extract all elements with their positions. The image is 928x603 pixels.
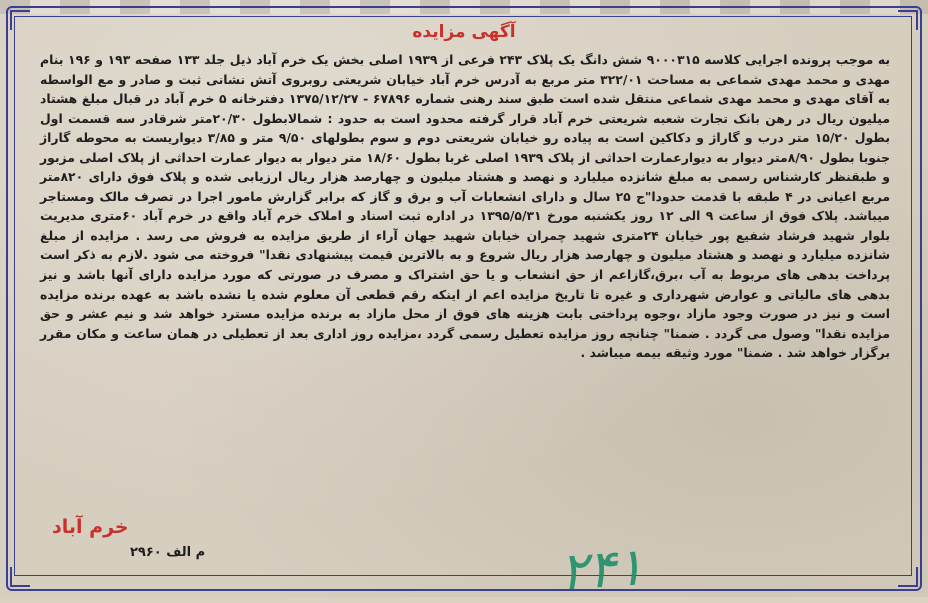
ad-body-text: به موجب پرونده اجرایی کلاسه ۹۰۰۰۳۱۵ شش دانگ یک پلاک ۲۴۳ فرعی از ۱۹۳۹ اصلی بخش یک خرم آباد ذیل جلد ۱۳۳ صفحه ۱۹۳ و ۱۹۶ بنام مهدی و محمد مهدی شماعی به مساحت ۳۲۲/۰۱ متر مربع به آدرس خرم آباد خیابان شریعتی روبروی آتش نشانی ثبت و صادر و مع الواسطه به آقای مهدی و محمد مهدی شماعی منتقل شده است طبق سند رهنی شماره ۶۷۸۹۶ - ۱۳۷۵/۱۲/۲۷ دفترخانه ۵ خرم آباد در قبال مبلغ هشتاد میلیون ریال در رهن بانک تجارت شعبه شریعتی خرم آباد قرار گرفته محدود است به حدود : شمالابطول ۲۰/۳۰متر شرقادر سه قسمت اول بطول ۱۵/۲۰ متر درب و گاراژ و دکاکین است به پیاده رو خیابان شریعتی دوم و سوم بطولهای ۹/۵۰ متر و ۳/۸۵ دیواریست به محوطه گاراژ جنوبا بطول ۸/۹۰متر دیوار به دیوارعمارت احداثی از پلاک ۱۹۳۹ اصلی غربا بطول ۱۸/۶۰ متر دیوار به دیوار عمارت احداثی از پلاک اصلی مزبور و طبقنظر کارشناس رسمی به مبلغ شانزده میلیارد و نهصد و هشتاد میلیون و چهارصد هزار ریال ارزیابی شده و پلاک فوق دارای ۸۲۰متر مربع اعیانی در ۴ طبقه با قدمت حدودا"ج ۲۵ سال و دارای انشعابات آب و برق و گاز که برابر گزارش مامور اجرا در تصرف مالک ومستاجر میباشد. پلاک فوق از ساعت ۹ الی ۱۲ روز یکشنبه مورخ ۱۳۹۵/۵/۳۱ در اداره ثبت اسناد و املاک خرم آباد واقع در خرم آباد ۶۰متری مدیریت بلوار شهید فرشاد شفیع پور خیابان ۲۴متری شهید چمران خیابان شهید جهان آراء از طریق مزایده به فروش می رسد . مزایده از مبلغ شانزده میلیارد و نهصد و هشتاد میلیون و چهارصد هزار ریال شروع و به بالاترین قیمت پیشنهادی نقدا" فروخته می شود .لازم به ذکر است پرداخت بدهی های مربوط به آب ،برق،گازاعم از حق انشعاب و یا حق اشتراک و مصرف در صورتی که مورد مزایده دارای آنها باشد و نیز بدهی های مالیاتی و عوارض شهرداری و غیره تا تاریخ مزایده اعم از اینکه رقم قطعی آن معلوم شده یا نشده باشد به عهده برنده مزایده است و نیز در صورت وجود مازاد ،وجوه پرداختی بابت هزینه های فوق از محل مازاد به برنده مزایده مسترد خواهد شد و نیم عشر و حق مزایده نقدا" وصول می گردد . ضمنا" چنانچه روز مزایده تعطیل رسمی گردد ،مزایده روز اداری بعد از تعطیلی در همان ساعت و مکان مقرر برگزار خواهد شد . ضمنا" مورد وثیقه بیمه میباشد .	[40, 52, 891, 361]
handwritten-annotation: ۲۴۱	[558, 537, 646, 603]
corner-ornament-bottom-right	[898, 567, 918, 587]
ad-reference-number: م الف ۲۹۶۰	[130, 545, 206, 560]
ad-title: آگهی مزایده	[412, 22, 516, 42]
corner-ornament-bottom-left	[10, 567, 30, 587]
ad-city-signature: خرم آباد	[52, 516, 129, 538]
